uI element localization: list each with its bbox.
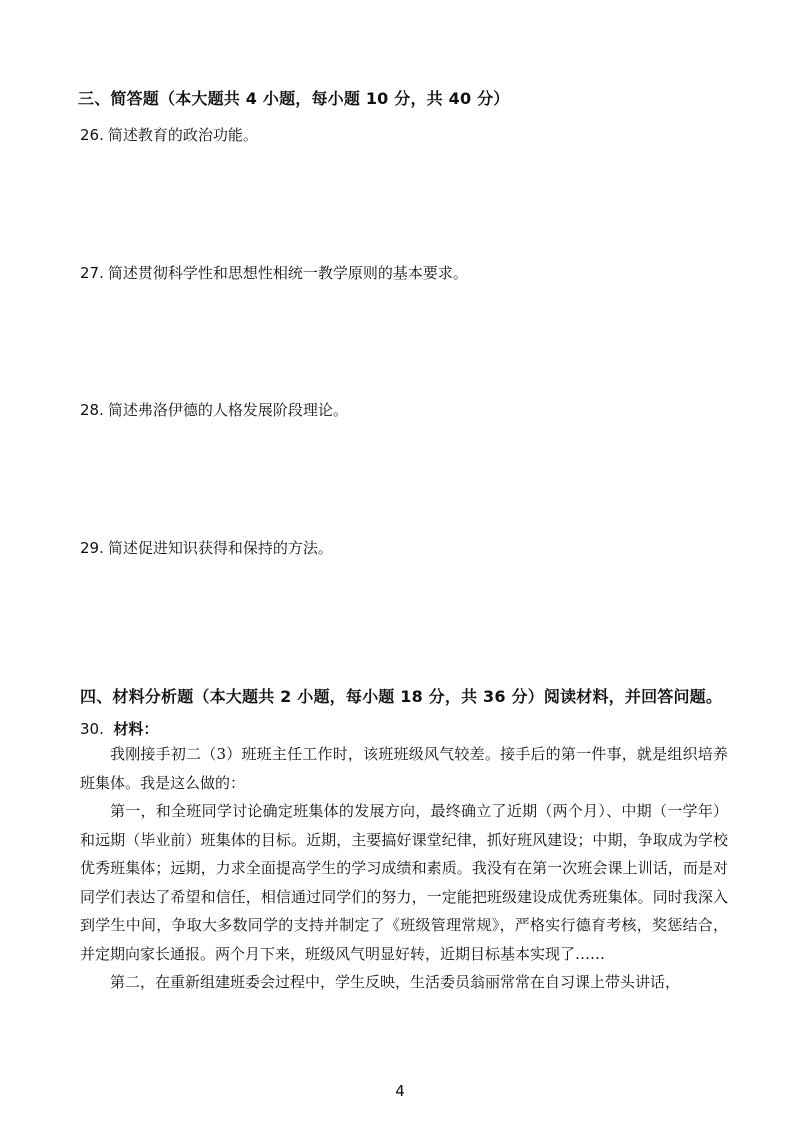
material-paragraph: 第一，和全班同学讨论确定班集体的发展方向，最终确立了近期（两个月）、中期（一学年）和远期（毕业前）班集体的目标。近期，主要搞好课堂纪律，抓好班风建设；中期，争取成为学校优秀班集体；远期，力求全面提高学生的学习成绩和素质。我没有在第一次班会课上训话，而是对同学们表达了希望和信任，相信通过同学们的努力，一定能把班级建设成优秀班集体。同时我深入到学生中间，争取大多数同学的支持并制定了《班级管理常规》，严格实行德育考核，奖惩结合，并定期向家长通报。两个月下来，班级风气明显好转，近期目标基本实现了…… xyxy=(80,802,728,963)
page-number: 4 xyxy=(395,1082,405,1100)
question-number: 27. xyxy=(80,264,104,282)
question-text: 简述贯彻科学性和思想性相统一教学原则的基本要求。 xyxy=(107,264,468,282)
question-text: 简述弗洛伊德的人格发展阶段理论。 xyxy=(107,401,348,419)
section-4-heading: 四、材料分析题（本大题共 2 小题，每小题 18 分，共 36 分）阅读材料，并回答问题。 xyxy=(80,687,723,706)
question-29 xyxy=(80,537,333,558)
material-paragraph: 我刚接手初二（3）班班主任工作时，该班班级风气较差。接手后的第一件事，就是组织培养班集体。我是这么做的： xyxy=(80,745,728,792)
question-text: 简述促进知识获得和保持的方法。 xyxy=(107,539,333,557)
question-28 xyxy=(80,399,348,420)
question-27 xyxy=(80,262,468,283)
material-body xyxy=(80,740,728,997)
question-number: 29. xyxy=(80,539,104,557)
material-paragraph: 第二，在重新组建班委会过程中，学生反映，生活委员翁丽常常在自习课上带头讲话， xyxy=(110,973,681,991)
material-title xyxy=(80,718,158,739)
section-3-heading: 三、简答题（本大题共 4 小题，每小题 10 分，共 40 分） xyxy=(78,89,510,108)
question-26 xyxy=(80,124,258,145)
question-number: 28. xyxy=(80,401,104,419)
question-number: 26. xyxy=(80,126,104,144)
question-text: 简述教育的政治功能。 xyxy=(107,126,258,144)
question-number: 30. xyxy=(80,720,104,738)
material-label: 材料： xyxy=(113,720,159,738)
